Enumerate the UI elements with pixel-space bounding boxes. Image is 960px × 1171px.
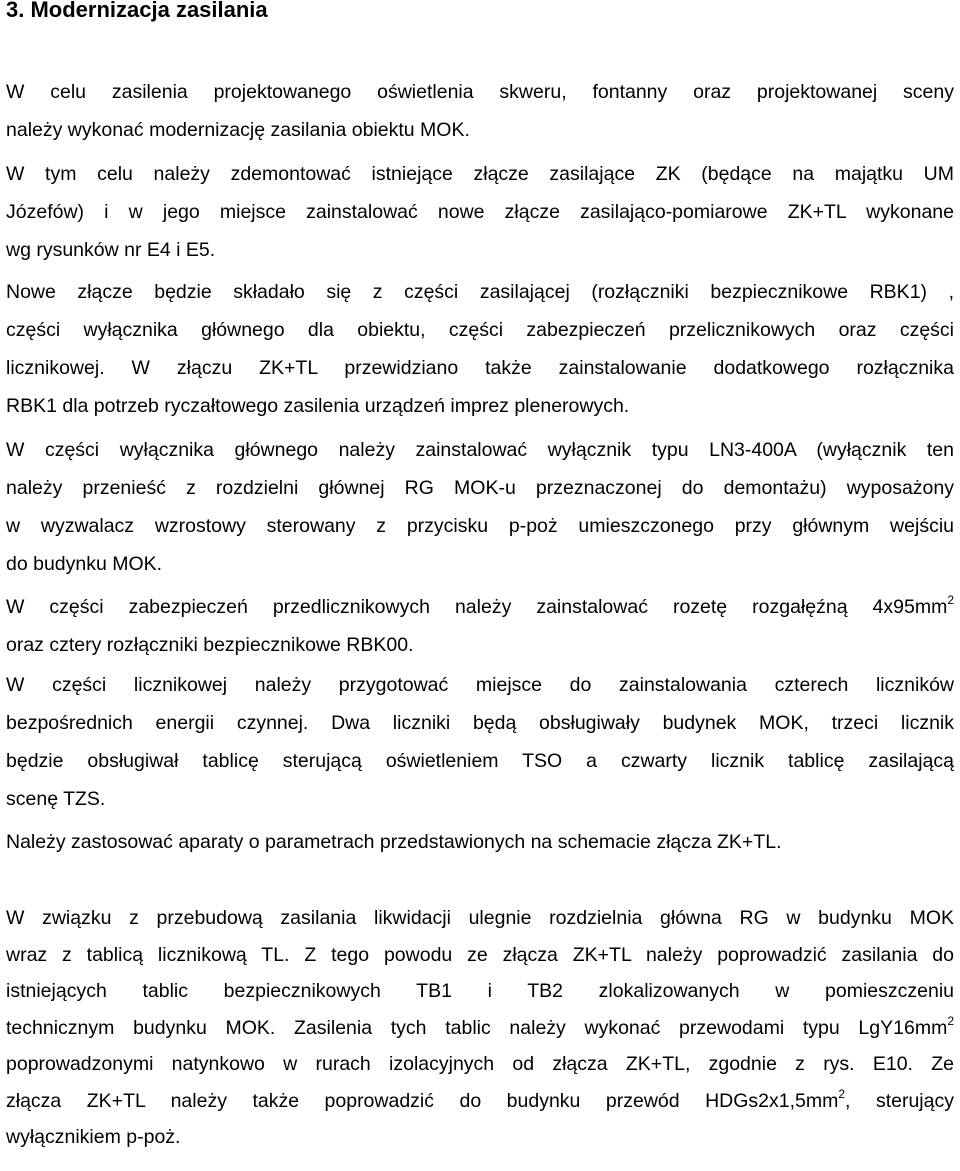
text-line: technicznym budynku MOK. Zasilenia tych tablic należy wykonać przewodami typu $LgY16mm^2$ xyxy=(6,1013,954,1039)
text-line: W części wyłącznika głównego należy zainstalować wyłącznik typu LN3-400A (wyłącznik ten xyxy=(6,439,954,461)
text-line: bezpośrednich energii czynnej. Dwa liczniki będą obsługiwały budynek MOK, trzeci licznik xyxy=(6,712,954,734)
text-line: scenę TZS. xyxy=(6,788,106,810)
text-line: istniejących tablic bezpiecznikowych TB1 i TB2 zlokalizowanych w pomieszczeniu xyxy=(6,980,954,1002)
paragraph-meters xyxy=(6,666,954,818)
text-line: Należy zastosować aparaty o parametrach przedstawionych na schemacie złącza ZK+TL. xyxy=(6,831,782,853)
text-line: poprowadzonymi natynkowo w rurach izolacyjnych od złącza ZK+TL, zgodnie z rys. E10. Ze xyxy=(6,1053,954,1075)
section-heading: 3. Modernizacja zasilania xyxy=(6,0,268,22)
text-line: będzie obsługiwał tablicę sterującą oświetleniem TSO a czwarty licznik tablicę zasilającą xyxy=(6,750,954,772)
text-line: należy wykonać modernizację zasilania obiektu MOK. xyxy=(6,119,470,141)
text-line: W celu zasilenia projektowanego oświetlenia skweru, fontanny oraz projektowanej sceny xyxy=(6,81,954,103)
text-line: oraz cztery rozłączniki bezpiecznikowe RBK00. xyxy=(6,634,414,656)
superscript: 2 xyxy=(947,1013,954,1028)
text-line: wg rysunków nr E4 i E5. xyxy=(6,239,216,261)
text-line: Józefów) i w jego miejsce zainstalować nowe złącze zasilająco-pomiarowe ZK+TL wykonane xyxy=(6,201,954,223)
text-line: w wyzwalacz wzrostowy sterowany z przycisku p-poż umieszczonego przy głównym wejściu xyxy=(6,515,954,537)
text-line: W związku z przebudową zasilania likwidacji ulegnie rozdzielnia główna RG w budynku MOK xyxy=(6,907,954,929)
paragraph-purpose xyxy=(6,73,954,149)
text-line: złącza ZK+TL należy także poprowadzić do budynku przewód $HDGs2x1,5mm^2$, sterujący xyxy=(6,1086,954,1112)
text-line: części wyłącznika głównego dla obiektu, części zabezpieczeń przelicznikowych oraz części xyxy=(6,319,954,341)
superscript: 2 xyxy=(838,1086,846,1101)
paragraph-main-switch xyxy=(6,431,954,583)
text-line: Nowe złącze będzie składało się z części zasilającej (rozłączniki bezpiecznikowe RBK1) , xyxy=(6,281,954,303)
text-line: W części zabezpieczeń przedlicznikowych należy zainstalować rozetę rozgałęźną $4x95mm^2$ xyxy=(6,593,954,618)
text-line: do budynku MOK. xyxy=(6,553,163,575)
text-line: wraz z tablicą licznikową TL. Z tego powodu ze złącza ZK+TL należy poprowadzić zasilania do xyxy=(6,943,954,966)
text-line: wyłącznikiem p-poż. xyxy=(6,1126,181,1148)
paragraph-dismantle xyxy=(6,155,954,269)
paragraph-rebuild xyxy=(6,900,954,1156)
text-line: W tym celu należy zdemontować istniejące złącze zasilające ZK (będące na majątku UM xyxy=(6,163,954,185)
text-line: licznikowej. W złączu ZK+TL przewidziano także zainstalowanie dodatkowego rozłącznika xyxy=(6,357,954,379)
paragraph-protection xyxy=(6,588,954,664)
text-line: należy przenieść z rozdzielni głównej RG MOK-u przeznaczonej do demontażu) wyposażony xyxy=(6,477,954,499)
text-line: RBK1 dla potrzeb ryczałtowego zasilenia urządzeń imprez plenerowych. xyxy=(6,395,630,417)
text-line: W części licznikowej należy przygotować miejsce do zainstalowania czterech liczników xyxy=(6,674,954,696)
paragraph-apparatus xyxy=(6,823,954,861)
paragraph-new-connector xyxy=(6,273,954,425)
superscript: 2 xyxy=(947,593,954,607)
